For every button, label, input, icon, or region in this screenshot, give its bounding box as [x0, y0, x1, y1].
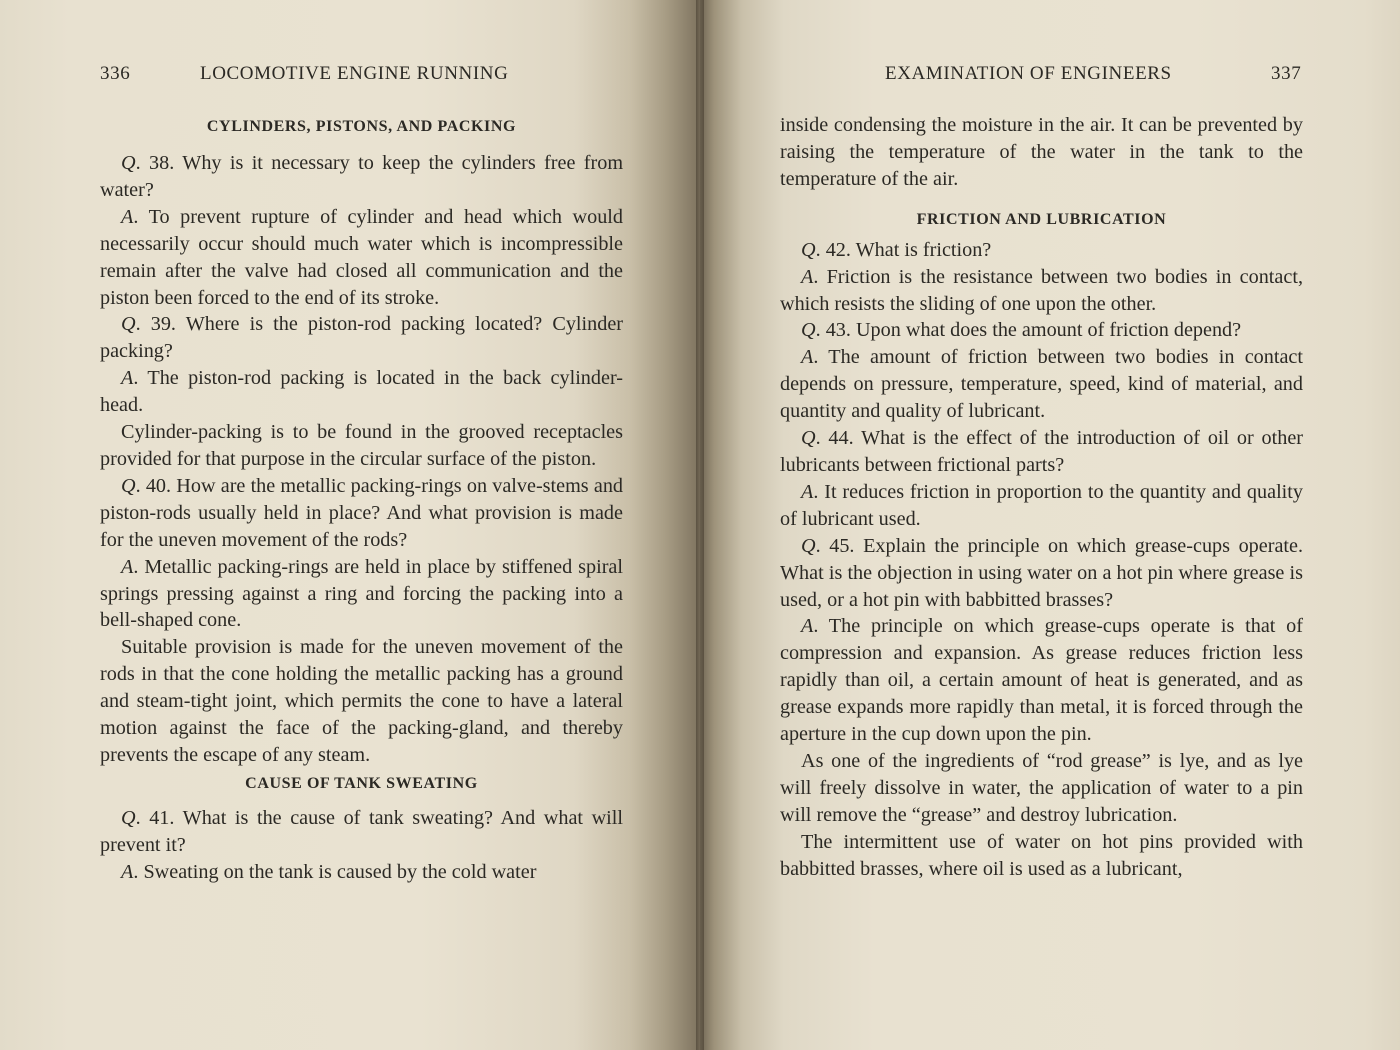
- answer-38: A. To prevent rupture of cylinder and head which would necessarily occur should much water which is incompressible remain after the valve had closed all communication and the piston been forced to the end of its stroke.: [100, 205, 623, 309]
- right-page: [700, 0, 1400, 1050]
- question-41: Q. 41. What is the cause of tank sweating? And what will prevent it?: [100, 806, 623, 856]
- section-heading: CYLINDERS, PISTONS, AND PACKING: [206, 118, 517, 135]
- paragraph: inside condensing the moisture in the air. It can be prevented by raising the temperature of the water in the tank to the temperature of the air.: [780, 114, 1303, 190]
- running-head: EXAMINATION OF ENGINEERS: [885, 63, 1172, 84]
- answer-40: A. Metallic packing-rings are held in place by stiffened spiral springs pressing against a ring and forcing the packing into a bell-shaped cone.: [100, 555, 623, 632]
- page-number: 337: [1271, 63, 1302, 84]
- answer-45: A. The principle on which grease-cups operate is that of compression and expansion. As grease reduces friction less rapidly than oil, a certain amount of heat is generated, and as grease expands more rapidly than metal, it is forced through the aperture in the cup down upon the pin.: [780, 615, 1303, 746]
- section-heading: CAUSE OF TANK SWEATING: [245, 774, 478, 792]
- answer-41: A. Sweating on the tank is caused by the cold water: [121, 860, 537, 883]
- answer-44: A. It reduces friction in proportion to the quantity and quality of lubricant used.: [780, 480, 1303, 530]
- page-number: 336: [100, 63, 131, 84]
- question-39: Q. 39. Where is the piston-rod packing located? Cylinder packing?: [100, 313, 624, 363]
- section-heading: FRICTION AND LUBRICATION: [916, 210, 1167, 228]
- answer-39: A. The piston-rod packing is located in the back cylinder-head.: [100, 367, 623, 417]
- paragraph: Cylinder-packing is to be found in the grooved receptacles provided for that purpose in the circular surface of the piston.: [100, 421, 623, 470]
- running-head: LOCOMOTIVE ENGINE RUNNING: [200, 63, 509, 84]
- paragraph: As one of the ingredients of “rod grease” is lye, and as lye will freely dissolve in water, the application of water to a pin will remove the “grease” and destroy lubrication.: [780, 749, 1303, 826]
- text-column: [780, 112, 1303, 882]
- question-44: Q. 44. What is the effect of the introduction of oil or other lubricants between frictional parts?: [780, 427, 1304, 476]
- question-43: Q. 43. Upon what does the amount of friction depend?: [801, 319, 1242, 342]
- question-38: Q. 38. Why is it necessary to keep the cylinders free from water?: [100, 152, 624, 201]
- answer-43: A. The amount of friction between two bodies in contact depends on pressure, temperature, speed, kind of material, and quantity and quality of lubricant.: [780, 346, 1303, 423]
- answer-42: A. Friction is the resistance between two bodies in contact, which resists the sliding of one upon the other.: [780, 265, 1303, 315]
- question-42: Q. 42. What is friction?: [801, 238, 992, 261]
- question-40: Q. 40. How are the metallic packing-rings on valve-stems and piston-rods usually held in place? And what provision is made for the uneven movement of the rods?: [100, 474, 624, 551]
- paragraph: Suitable provision is made for the uneven movement of the rods in that the cone holding the metallic packing has a ground and steam-tight joint, which permits the cone to have a lateral motion against the face of the packing-gland, and thereby prevents the escape of any steam.: [100, 636, 623, 766]
- book-gutter: [696, 0, 704, 1050]
- text-column: [100, 112, 623, 886]
- question-45: Q. 45. Explain the principle on which grease-cups operate. What is the objection in using water on a hot pin where grease is used, or a hot pin with babbitted brasses?: [780, 534, 1304, 611]
- paragraph: The intermittent use of water on hot pins provided with babbitted brasses, where oil is used as a lubricant,: [780, 830, 1303, 880]
